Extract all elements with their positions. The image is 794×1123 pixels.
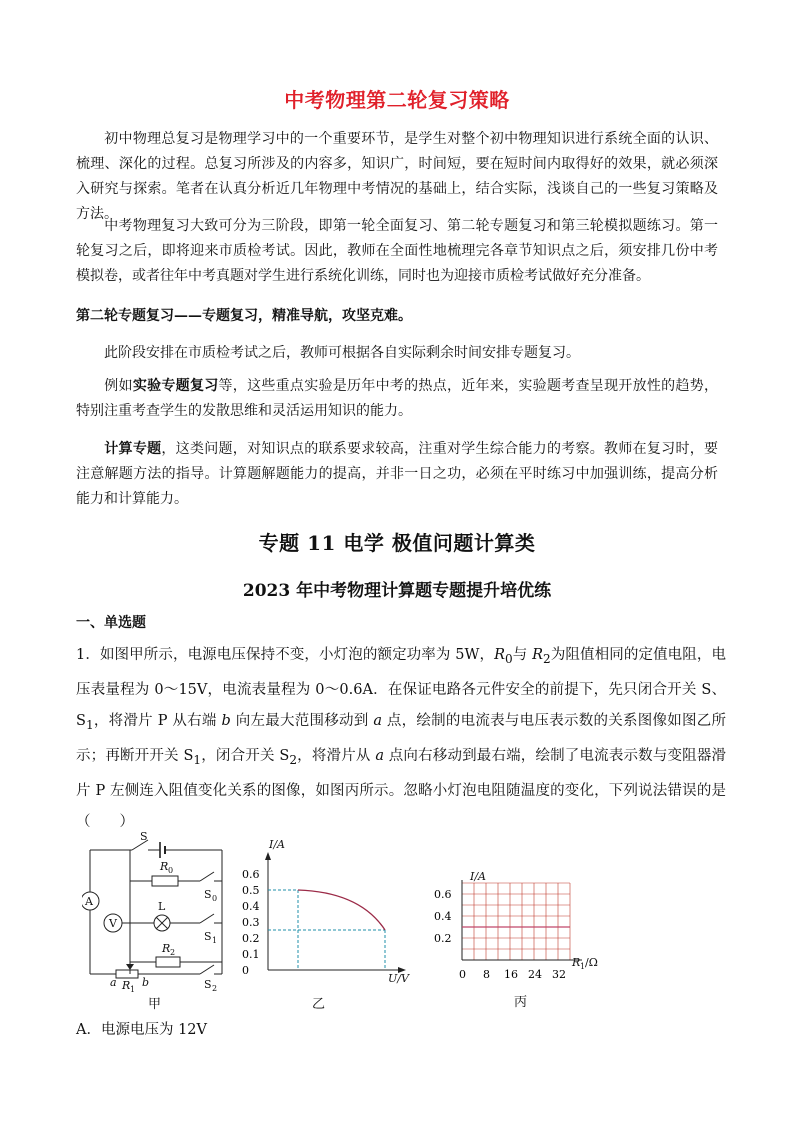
figure-caption-bing: 丙 [514, 995, 528, 1010]
i-u-curve [298, 890, 385, 930]
q1-part: 与 [512, 647, 533, 663]
circuit-diagram [82, 826, 232, 1012]
y-tick-label: 0.2 [434, 932, 452, 945]
q1-s1-sub: 1 [193, 752, 202, 767]
y-tick-label: 0.1 [242, 948, 260, 961]
x-tick-label: 0 [459, 968, 466, 981]
q1-part: ，将滑片从 [297, 747, 376, 764]
graph-yi [240, 830, 420, 1012]
q1-var-a: a [375, 747, 384, 764]
end-b-label: b [142, 976, 150, 989]
graph-yi-ylabel: I/A [269, 838, 285, 851]
q1-part: 点向右移动到最右端，绘制了电流表示数与变阻器滑片 P 左侧连入阻值变化关系的图像，如图丙所示。忽略小灯泡电阻随温度的变化，下列说法错误的是（ ） [76, 747, 727, 830]
r0-sub: 0 [168, 866, 174, 875]
p6-emphasis: 计算专题 [104, 441, 162, 457]
q1-part: ，闭合开关 S [201, 747, 290, 764]
x-tick-label: 16 [504, 968, 518, 981]
topic-subtitle: 2023 年中考物理计算题专题提升培优练 [242, 581, 552, 601]
y-tick-label: 0 [242, 964, 249, 977]
graph-bing-xlabel-sub: 1 [580, 962, 586, 971]
intro-paragraph-3: 第二轮专题复习——专题复习，精准导航，攻坚克难。 [76, 308, 412, 324]
p5-body: 等，这些重点实验是历年中考的热点，近年来，实验题考查呈现开放性的趋势，特别注重考查学生的发散思维和灵活运用知识的能力。 [76, 378, 719, 419]
graph-bing-ylabel: I/A [470, 870, 486, 883]
graph-bing [430, 866, 600, 1012]
s0-label: S [204, 888, 212, 901]
q1-s1-sub: 1 [85, 717, 94, 732]
p5-emphasis: 实验专题复习 [132, 378, 219, 394]
lamp-label: L [158, 900, 166, 913]
question-1 [76, 640, 726, 838]
figure-caption-yi: 乙 [312, 997, 326, 1012]
q1-part: 向左最大范围移动到 [230, 712, 374, 729]
intro-paragraph-2-text: 中考物理复习大致可分为三阶段，即第一轮全面复习、第二轮专题复习和第三轮模拟题练习。第一轮复习之后，即将迎来市质检考试。因此，教师在全面性地梳理完各章节知识点之后，须安排几份中考模拟卷，或者往年中考真题对学生进行系统化训练，同时也为迎接市质检考试做好充分准备。 [76, 218, 718, 284]
q1-part: 1．如图甲所示，电源电压保持不变，小灯泡的额定功率为 5W， [76, 647, 495, 663]
graph-bing-xlabel: R [572, 956, 581, 969]
x-tick-label: 24 [528, 968, 542, 981]
section-heading: 一、单选题 [76, 615, 146, 631]
r2-label: R [162, 942, 171, 955]
p5-lead: 例如 [104, 378, 133, 394]
y-tick-label: 0.3 [242, 916, 260, 929]
voltmeter-label: V [109, 917, 117, 930]
intro-paragraph-4-text: 此阶段安排在市质检考试之后，教师可根据各自实际剩余时间安排专题复习。 [104, 345, 580, 361]
q1-part: 为阻值相同的定值电阻，电压表量程为 0～15V，电流表量程为 0～0.6A．在保证电路各元件安全的前提下，先只闭合开关 S、S [76, 647, 727, 729]
rheostat-r1 [116, 970, 138, 978]
q1-part: 点，绘制的电流表与电压表示数的关系图像如图乙所示；再断开开关 S [76, 712, 727, 764]
q1-r0-sub: 0 [504, 651, 513, 666]
graph-yi-ticks [242, 868, 260, 977]
r2-sub: 2 [170, 948, 176, 957]
r1-sub: 1 [130, 985, 136, 994]
resistor-r0 [152, 876, 178, 886]
ammeter-label: A [85, 895, 93, 908]
y-tick-label: 0.2 [242, 932, 260, 945]
q1-var-a: a [373, 712, 383, 729]
topic-title: 专题 11 电学 极值问题计算类 [258, 531, 536, 555]
resistor-r2 [156, 957, 180, 967]
graph-yi-y-arrow [265, 852, 271, 860]
q1-r0: R [494, 647, 505, 663]
s2-label: S [204, 978, 212, 991]
slider-arrow [126, 964, 134, 970]
y-tick-label: 0.6 [242, 868, 260, 881]
intro-paragraph-1-text: 初中物理总复习是物理学习中的一个重要环节，是学生对整个初中物理知识进行系统全面的认识、梳理、深化的过程。总复习所涉及的内容多，知识广，时间短，要在短时间内取得好的效果，就必须深入研究与探索。笔者在认真分析近几年物理中考情况的基础上，结合实际，浅谈自己的一些复习策略及方法。 [76, 131, 718, 222]
y-tick-label: 0.4 [434, 910, 452, 923]
q1-part: ，将滑片 P 从右端 [93, 712, 222, 729]
intro-paragraph-5 [76, 374, 718, 424]
page-title: 中考物理第二轮复习策略 [284, 88, 510, 112]
switch-s1-blade [200, 914, 214, 923]
intro-paragraph-4 [76, 341, 718, 366]
s1-label: S [204, 930, 212, 943]
x-tick-label: 8 [483, 968, 490, 981]
r1-label: R [122, 979, 131, 992]
s0-sub: 0 [212, 894, 218, 903]
q1-var-b: b [221, 712, 231, 729]
switch-s0-blade [200, 872, 214, 881]
y-tick-label: 0.5 [242, 884, 260, 897]
graph-yi-labels [268, 838, 410, 1012]
intro-paragraph-1 [76, 127, 718, 227]
option-a: A．电源电压为 12V [76, 1022, 208, 1038]
q1-r2: R [532, 647, 544, 663]
s2-sub: 2 [212, 984, 218, 993]
s1-sub: 1 [212, 936, 218, 945]
q1-s2-sub: 2 [289, 752, 298, 767]
switch-s2-blade [200, 965, 214, 974]
switch-s-label: S [140, 830, 148, 843]
intro-paragraph-6 [76, 437, 718, 512]
q1-r2-sub: 2 [543, 651, 551, 666]
graph-bing-xlabel-unit: /Ω [585, 956, 598, 969]
r0-label: R [160, 860, 169, 873]
end-a-label: a [110, 976, 117, 989]
graph-bing-grid [462, 883, 570, 960]
intro-paragraph-2 [76, 214, 718, 289]
graph-yi-xlabel: U/V [388, 972, 409, 985]
x-tick-label: 32 [552, 968, 566, 981]
y-tick-label: 0.4 [242, 900, 260, 913]
y-tick-label: 0.6 [434, 888, 452, 901]
figure-caption-jia: 甲 [148, 997, 162, 1012]
p6-body: ，这类问题，对知识点的联系要求较高，注重对学生综合能力的考察。教师在复习时，要注意解题方法的指导。计算题解题能力的提高，并非一日之功，必须在平时练习中加强训练，提高分析能力和计算能力。 [76, 441, 719, 507]
